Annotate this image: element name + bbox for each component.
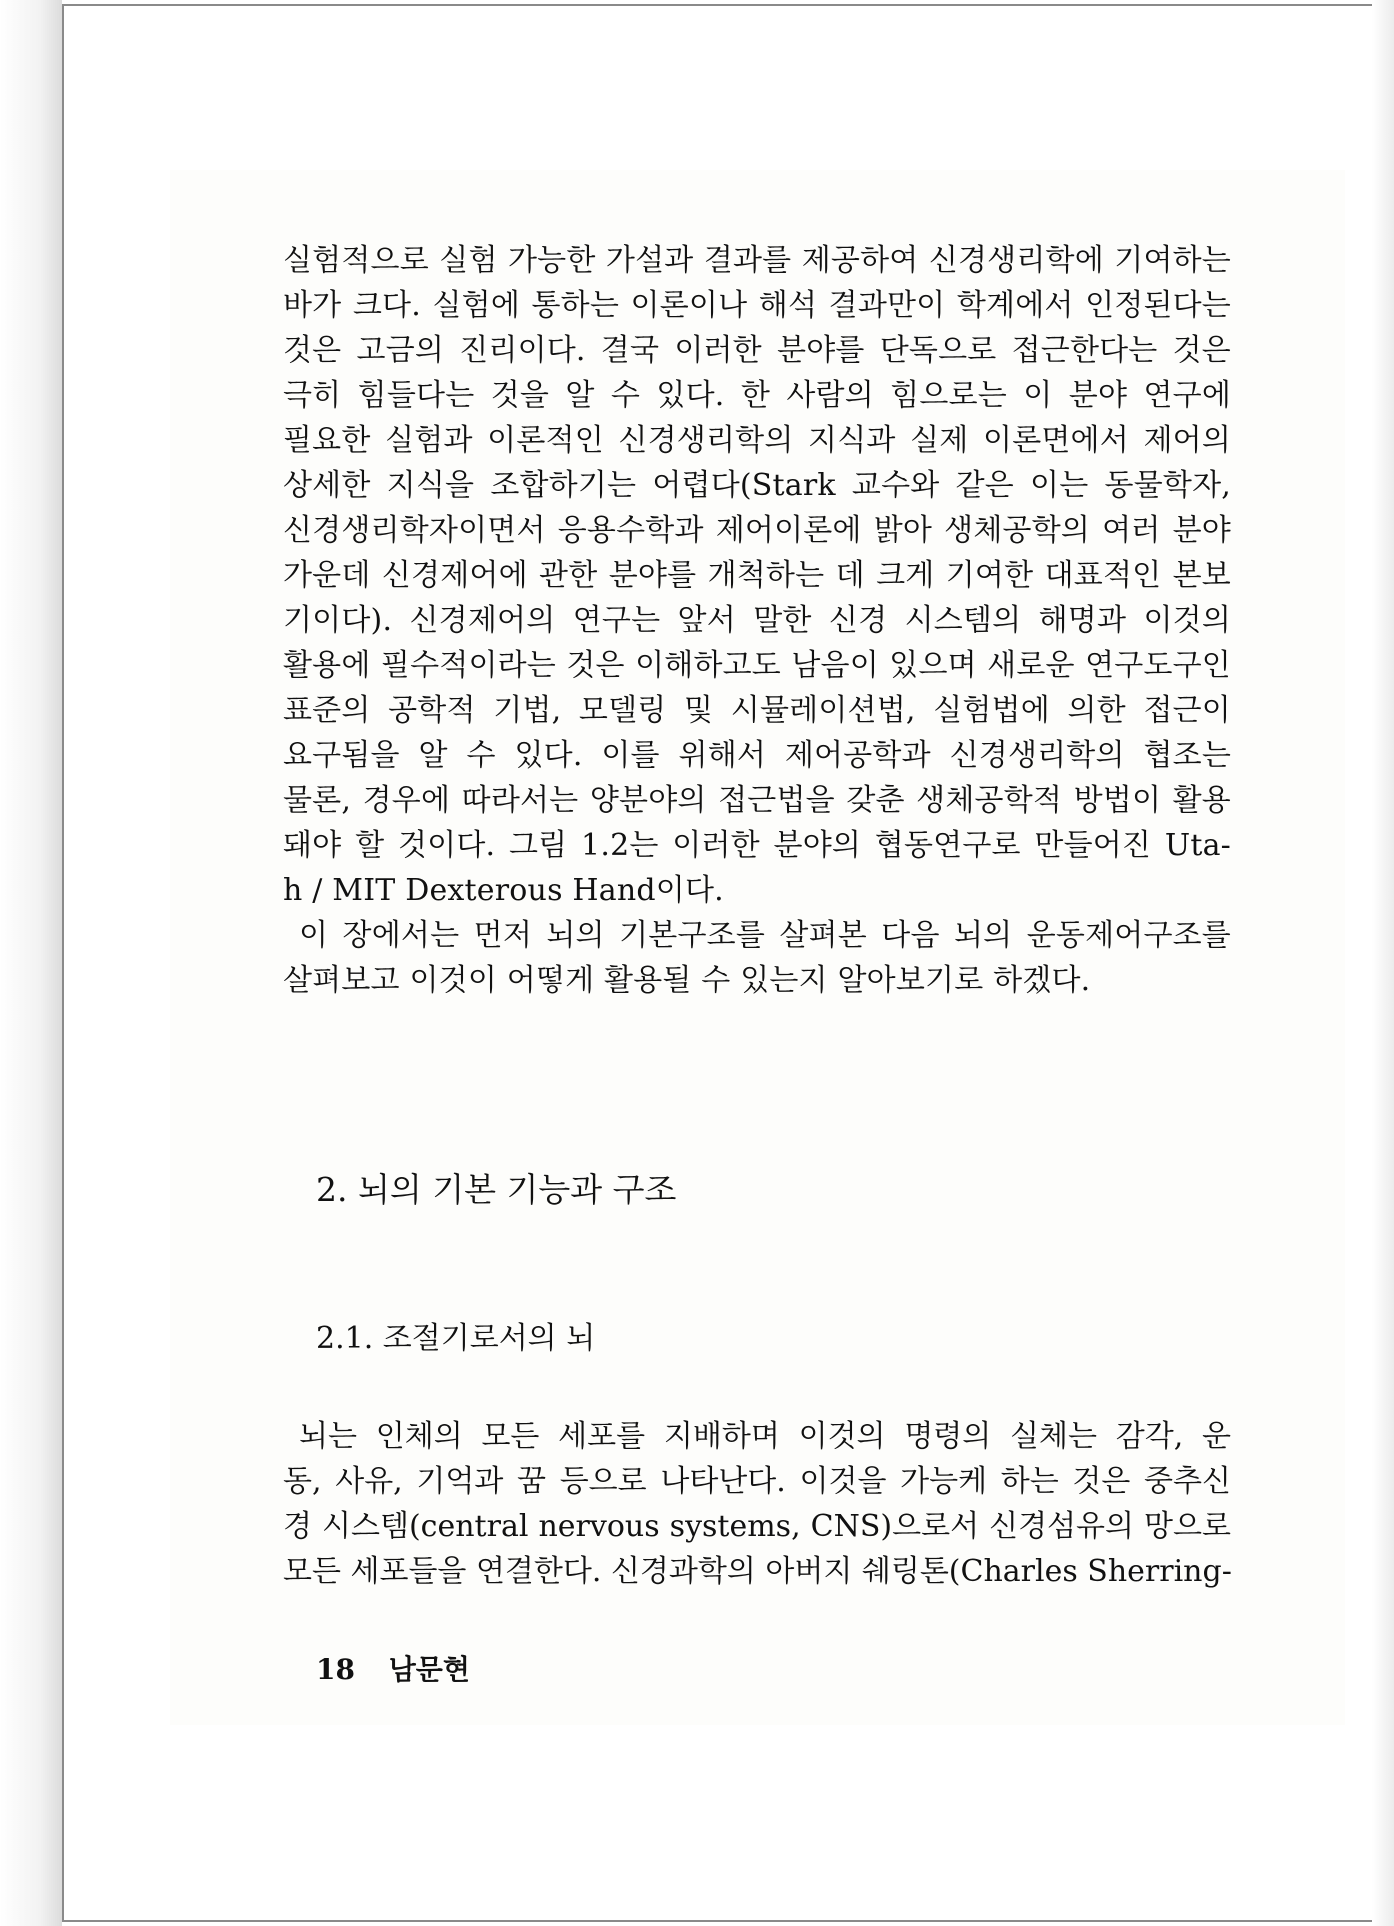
section-heading: 2. 뇌의 기본 기능과 구조 (316, 1170, 677, 1209)
text-line: 필요한 실험과 이론적인 신경생리학의 지식과 실제 이론면에서 제어의 (283, 423, 1231, 458)
text-line: h / MIT Dexterous Hand이다. (283, 873, 724, 908)
text-line: 모든 세포들을 연결한다. 신경과학의 아버지 쉐링톤(Charles Sherring- (283, 1554, 1232, 1589)
text-line: 이 장에서는 먼저 뇌의 기본구조를 살펴본 다음 뇌의 운동제어구조를 (299, 918, 1231, 953)
author-name: 남문현 (388, 1653, 470, 1686)
text-line: 상세한 지식을 조합하기는 어렵다(Stark 교수와 같은 이는 동물학자, (283, 468, 1231, 503)
text-line: 살펴보고 이것이 어떻게 활용될 수 있는지 알아보기로 하겠다. (283, 963, 1091, 998)
text-line: 실험적으로 실험 가능한 가설과 결과를 제공하여 신경생리학에 기여하는 (283, 243, 1231, 278)
text-line: 바가 크다. 실험에 통하는 이론이나 해석 결과만이 학계에서 인정된다는 (283, 288, 1231, 323)
text-line: 요구됨을 알 수 있다. 이를 위해서 제어공학과 신경생리학의 협조는 (283, 738, 1231, 773)
text-line: 경 시스템(central nervous systems, CNS)으로서 신경섬유의 망으로 (283, 1509, 1231, 1544)
text-line: 물론, 경우에 따라서는 양분야의 접근법을 갖춘 생체공학적 방법이 활용 (283, 783, 1231, 818)
text-line: 뇌는 인체의 모든 세포를 지배하며 이것의 명령의 실체는 감각, 운 (299, 1419, 1231, 1454)
text-line: 극히 힘들다는 것을 알 수 있다. 한 사람의 힘으로는 이 분야 연구에 (283, 378, 1231, 413)
text-line: 활용에 필수적이라는 것은 이해하고도 남음이 있으며 새로운 연구도구인 (283, 648, 1231, 683)
paragraph-1 (283, 238, 1231, 1003)
paragraph-3 (283, 1414, 1231, 1594)
text-line: 동, 사유, 기억과 꿈 등으로 나타난다. 이것을 가능케 하는 것은 중추신 (283, 1464, 1231, 1499)
viewer-left-gutter (0, 0, 62, 1926)
text-line: 표준의 공학적 기법, 모델링 및 시뮬레이션법, 실험법에 의한 접근이 (283, 693, 1231, 728)
page-footer (316, 1650, 470, 1690)
subsection-heading: 2.1. 조절기로서의 뇌 (316, 1321, 596, 1356)
text-line: 기이다). 신경제어의 연구는 앞서 말한 신경 시스템의 해명과 이것의 (283, 603, 1231, 638)
text-line: 신경생리학자이면서 응용수학과 제어이론에 밝아 생체공학의 여러 분야 (283, 513, 1231, 548)
text-line: 돼야 할 것이다. 그림 1.2는 이러한 분야의 협동연구로 만들어진 Uta- (283, 828, 1231, 863)
viewer-right-edge (1372, 0, 1394, 1926)
text-line: 것은 고금의 진리이다. 결국 이러한 분야를 단독으로 접근한다는 것은 (283, 333, 1231, 368)
page-number: 18 (316, 1653, 355, 1686)
text-line: 가운데 신경제어에 관한 분야를 개척하는 데 크게 기여한 대표적인 본보 (283, 558, 1231, 593)
